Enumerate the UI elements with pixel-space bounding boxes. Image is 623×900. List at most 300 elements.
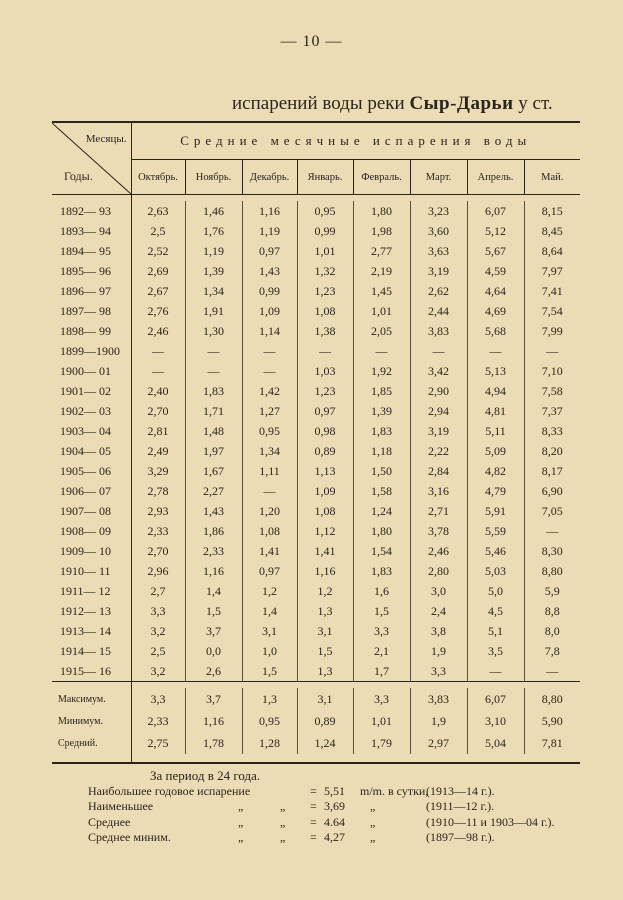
summary-eq: =: [310, 783, 317, 798]
value-cell: 8,80: [524, 688, 580, 710]
summary-unit: m/m. в сутки,: [360, 783, 429, 798]
value-cell: 3,2: [150, 623, 166, 638]
value-cell: 0,95: [242, 421, 297, 441]
value-cell: 1,54: [353, 541, 410, 561]
page-number: — 10 —: [280, 33, 343, 50]
value-cell: 1,14: [242, 321, 297, 341]
value-cell: 1,23: [297, 281, 353, 301]
value-cell: 2,80: [410, 561, 467, 581]
value-cell: 2,67: [147, 283, 169, 298]
table-row: [52, 601, 580, 621]
value-cell: 0,89: [297, 441, 353, 461]
value-cell: 1,58: [353, 481, 410, 501]
value-cell: —: [185, 341, 242, 361]
summary-range: (1913—14 г.).: [426, 783, 495, 798]
value-cell: 1,0: [242, 641, 297, 661]
year-cell: 1906— 07: [52, 481, 131, 501]
value-cell: 0,99: [297, 221, 353, 241]
year-cell: 1909— 10: [52, 541, 131, 561]
value-cell: 1,38: [297, 321, 353, 341]
value-cell: 2,77: [353, 241, 410, 261]
value-cell: 7,05: [524, 501, 580, 521]
value-cell: 2,62: [410, 281, 467, 301]
table-row: [52, 221, 580, 241]
table-row: [52, 261, 580, 281]
value-cell: 1,83: [353, 561, 410, 581]
value-cell: 1,34: [242, 441, 297, 461]
summary-value: 4,27: [324, 830, 345, 844]
value-cell: 7,81: [524, 732, 580, 754]
value-cell: 2,90: [410, 381, 467, 401]
summary-value: 3,69: [324, 799, 345, 813]
value-cell: 1,20: [242, 501, 297, 521]
value-cell: 2,70: [147, 543, 169, 558]
summary-row: [52, 732, 580, 754]
value-cell: 3,23: [410, 201, 467, 221]
value-cell: 3,1: [297, 621, 353, 641]
value-cell: 3,7: [185, 688, 242, 710]
value-cell: 3,83: [410, 321, 467, 341]
value-cell: 2,22: [410, 441, 467, 461]
value-cell: 1,97: [185, 441, 242, 461]
value-cell: 3,0: [410, 581, 467, 601]
value-cell: 0,97: [242, 241, 297, 261]
month-header-row: [52, 160, 580, 195]
value-cell: 1,76: [185, 221, 242, 241]
summary-line: [88, 784, 588, 800]
value-cell: 3,3: [353, 688, 410, 710]
value-cell: 1,45: [353, 281, 410, 301]
value-cell: 4,69: [467, 301, 524, 321]
summary-lines: [88, 784, 588, 846]
value-cell: 1,48: [185, 421, 242, 441]
value-cell: 8,64: [524, 241, 580, 261]
value-cell: 1,80: [353, 521, 410, 541]
value-cell: 2,97: [410, 732, 467, 754]
value-cell: 1,50: [353, 461, 410, 481]
table-row: [52, 541, 580, 561]
value-cell: 6,07: [467, 201, 524, 221]
value-cell: 1,09: [242, 301, 297, 321]
summary-label-cell: Средний.: [52, 732, 131, 754]
summary-range: (1897—98 г.).: [426, 830, 495, 844]
value-cell: —: [410, 341, 467, 361]
value-cell: 1,91: [185, 301, 242, 321]
page-title: [232, 93, 612, 115]
year-cell: 1913— 14: [52, 621, 131, 641]
value-cell: 3,1: [297, 688, 353, 710]
value-cell: 3,42: [410, 361, 467, 381]
spacer-cell: [52, 754, 131, 762]
value-cell: —: [242, 481, 297, 501]
value-cell: 7,58: [524, 381, 580, 401]
value-cell: 2,78: [147, 483, 169, 498]
value-cell: 1,83: [353, 421, 410, 441]
table-row: [52, 301, 580, 321]
value-cell: 1,19: [242, 221, 297, 241]
value-cell: 2,46: [147, 323, 169, 338]
value-cell: 1,27: [242, 401, 297, 421]
month-header: Январь.: [297, 160, 353, 195]
value-cell: 2,33: [147, 523, 169, 538]
value-cell: 2,71: [410, 501, 467, 521]
value-cell: —: [524, 661, 580, 682]
value-cell: 2,19: [353, 261, 410, 281]
value-cell: 5,46: [467, 541, 524, 561]
year-cell: 1900— 01: [52, 361, 131, 381]
value-cell: 2,93: [147, 503, 169, 518]
year-cell: 1912— 13: [52, 601, 131, 621]
value-cell: 1,9: [410, 641, 467, 661]
value-cell: 5,9: [524, 581, 580, 601]
value-cell: 1,24: [297, 732, 353, 754]
table-row: [52, 481, 580, 501]
table-row: [52, 561, 580, 581]
table-row: [52, 641, 580, 661]
month-header: Март.: [410, 160, 467, 195]
value-cell: 2,69: [147, 263, 169, 278]
summary-eq: =: [310, 814, 317, 829]
value-cell: 3,1: [242, 621, 297, 641]
value-cell: 3,29: [147, 463, 169, 478]
value-cell: 2,4: [410, 601, 467, 621]
summary-label: Среднее: [88, 814, 131, 829]
value-cell: 0,98: [297, 421, 353, 441]
table-row: [52, 201, 580, 221]
value-cell: 5,67: [467, 241, 524, 261]
summary-label-cell: Максимум.: [52, 688, 131, 710]
value-cell: 3,63: [410, 241, 467, 261]
value-cell: 2,5: [150, 643, 166, 658]
value-cell: 3,19: [410, 421, 467, 441]
year-cell: 1896— 97: [52, 281, 131, 301]
month-header: Февраль.: [353, 160, 410, 195]
value-cell: 1,85: [353, 381, 410, 401]
value-cell: 2,49: [147, 443, 169, 458]
value-cell: 8,15: [524, 201, 580, 221]
value-cell: 1,18: [353, 441, 410, 461]
summary-block: [88, 768, 588, 846]
value-cell: 1,2: [297, 581, 353, 601]
title-suffix: у ст.: [518, 93, 553, 114]
value-cell: 5,11: [467, 421, 524, 441]
value-cell: —: [467, 341, 524, 361]
value-cell: 3,10: [467, 710, 524, 732]
value-cell: 1,03: [297, 361, 353, 381]
value-cell: 2,75: [147, 735, 169, 750]
summary-value: 4.64: [324, 814, 345, 829]
value-cell: 6,07: [467, 688, 524, 710]
value-cell: 1,28: [242, 732, 297, 754]
value-cell: 1,80: [353, 201, 410, 221]
value-cell: 1,43: [242, 261, 297, 281]
value-cell: 1,5: [297, 641, 353, 661]
year-cell: 1899—1900: [52, 341, 131, 361]
value-cell: —: [152, 363, 164, 378]
month-header: Октябрь.: [131, 160, 185, 195]
value-cell: 1,98: [353, 221, 410, 241]
value-cell: 3,3: [150, 603, 166, 618]
value-cell: 5,91: [467, 501, 524, 521]
value-cell: 1,67: [185, 461, 242, 481]
value-cell: 7,37: [524, 401, 580, 421]
value-cell: 3,60: [410, 221, 467, 241]
value-cell: 1,42: [242, 381, 297, 401]
value-cell: 7,41: [524, 281, 580, 301]
value-cell: 3,78: [410, 521, 467, 541]
month-header: Апрель.: [467, 160, 524, 195]
value-cell: 3,83: [410, 688, 467, 710]
value-cell: 8,0: [524, 621, 580, 641]
value-cell: 1,16: [185, 710, 242, 732]
year-cell: 1898— 99: [52, 321, 131, 341]
value-cell: 8,30: [524, 541, 580, 561]
value-cell: 1,78: [185, 732, 242, 754]
value-cell: 1,08: [297, 501, 353, 521]
value-cell: 3,3: [150, 691, 166, 706]
value-cell: 3,16: [410, 481, 467, 501]
value-cell: 1,01: [353, 710, 410, 732]
value-cell: 2,63: [147, 203, 169, 218]
year-cell: 1894— 95: [52, 241, 131, 261]
value-cell: 1,41: [297, 541, 353, 561]
value-cell: 1,16: [297, 561, 353, 581]
value-cell: 8,8: [524, 601, 580, 621]
summary-range: (1910—11 и 1903—04 г.).: [426, 814, 555, 829]
value-cell: —: [297, 341, 353, 361]
value-cell: 1,2: [242, 581, 297, 601]
summary-label: Наибольшее годовое испарение: [88, 783, 251, 798]
year-cell: 1908— 09: [52, 521, 131, 541]
table-row: [52, 361, 580, 381]
value-cell: —: [467, 661, 524, 682]
value-cell: 2,33: [185, 541, 242, 561]
value-cell: 1,32: [297, 261, 353, 281]
value-cell: 3,3: [353, 621, 410, 641]
table-row: [52, 441, 580, 461]
table-row: [52, 401, 580, 421]
value-cell: 1,3: [297, 601, 353, 621]
table-row: [52, 621, 580, 641]
value-cell: 7,8: [524, 641, 580, 661]
value-cell: 7,10: [524, 361, 580, 381]
value-cell: 2,81: [147, 423, 169, 438]
summary-eq: =: [310, 830, 317, 844]
summary-q2: „: [280, 799, 286, 813]
month-header: Ноябрь.: [185, 160, 242, 195]
table-row: [52, 581, 580, 601]
value-cell: 1,08: [242, 521, 297, 541]
value-cell: —: [152, 343, 164, 358]
title-river: Сыр-Дарьи: [409, 93, 514, 114]
value-cell: 1,46: [185, 201, 242, 221]
value-cell: 1,43: [185, 501, 242, 521]
value-cell: —: [353, 341, 410, 361]
value-cell: 1,7: [353, 661, 410, 682]
summary-period: За период в 24 года.: [150, 768, 261, 783]
value-cell: 0,95: [242, 710, 297, 732]
summary-label-cell: Минимум.: [52, 710, 131, 732]
value-cell: —: [185, 361, 242, 381]
value-cell: 1,39: [353, 401, 410, 421]
value-cell: 2,27: [185, 481, 242, 501]
table-row: [52, 421, 580, 441]
value-cell: 0,99: [242, 281, 297, 301]
summary-label: Среднее миним.: [88, 830, 171, 844]
summary-label: Наименьшее: [88, 799, 154, 813]
table-body: [52, 195, 580, 763]
value-cell: 0,0: [185, 641, 242, 661]
value-cell: 2,46: [410, 541, 467, 561]
year-cell: 1895— 96: [52, 261, 131, 281]
value-cell: 1,01: [353, 301, 410, 321]
summary-q2: „: [280, 814, 286, 829]
value-cell: 2,76: [147, 303, 169, 318]
spacer-cell: [131, 754, 580, 762]
value-cell: 1,30: [185, 321, 242, 341]
value-cell: 1,5: [242, 661, 297, 682]
value-cell: 5,90: [524, 710, 580, 732]
table-row: [52, 341, 580, 361]
value-cell: 5,1: [467, 621, 524, 641]
value-cell: 1,16: [242, 201, 297, 221]
year-cell: 1905— 06: [52, 461, 131, 481]
table-row: [52, 381, 580, 401]
value-cell: 2,33: [147, 713, 169, 728]
value-cell: 1,5: [353, 601, 410, 621]
value-cell: —: [524, 341, 580, 361]
value-cell: 2,94: [410, 401, 467, 421]
value-cell: 0,97: [297, 401, 353, 421]
value-cell: 8,45: [524, 221, 580, 241]
summary-value: 5,51: [324, 783, 345, 798]
value-cell: 8,17: [524, 461, 580, 481]
value-cell: 3,5: [467, 641, 524, 661]
value-cell: 2,70: [147, 403, 169, 418]
value-cell: 4,64: [467, 281, 524, 301]
value-cell: 7,54: [524, 301, 580, 321]
year-cell: 1910— 11: [52, 561, 131, 581]
value-cell: 1,01: [297, 241, 353, 261]
value-cell: 1,39: [185, 261, 242, 281]
value-cell: 5,12: [467, 221, 524, 241]
value-cell: 1,4: [185, 581, 242, 601]
value-cell: 3,19: [410, 261, 467, 281]
value-cell: 0,95: [297, 201, 353, 221]
value-cell: 8,33: [524, 421, 580, 441]
value-cell: 1,12: [297, 521, 353, 541]
summary-line: [88, 830, 588, 846]
year-cell: 1897— 98: [52, 301, 131, 321]
value-cell: 4,94: [467, 381, 524, 401]
table-row: [52, 321, 580, 341]
value-cell: 1,9: [410, 710, 467, 732]
table-row: [52, 281, 580, 301]
value-cell: 1,19: [185, 241, 242, 261]
summary-q3: „: [370, 814, 376, 829]
value-cell: 1,6: [353, 581, 410, 601]
value-cell: —: [242, 341, 297, 361]
value-cell: 2,44: [410, 301, 467, 321]
value-cell: 0,97: [242, 561, 297, 581]
year-cell: 1915— 16: [52, 661, 131, 682]
year-cell: 1904— 05: [52, 441, 131, 461]
table-spacer-row: [52, 754, 580, 762]
value-cell: 3,2: [150, 663, 166, 678]
summary-line: [88, 799, 588, 815]
value-cell: 6,90: [524, 481, 580, 501]
value-cell: 5,04: [467, 732, 524, 754]
table-corner-header: [52, 123, 131, 195]
value-cell: 3,8: [410, 621, 467, 641]
summary-q3: „: [370, 799, 376, 813]
value-cell: 1,11: [242, 461, 297, 481]
value-cell: 1,86: [185, 521, 242, 541]
summary-row: [52, 688, 580, 710]
year-cell: 1892— 93: [52, 201, 131, 221]
year-cell: 1914— 15: [52, 641, 131, 661]
value-cell: 3,3: [410, 661, 467, 682]
evaporation-table-grid: [52, 123, 580, 762]
value-cell: 5,0: [467, 581, 524, 601]
value-cell: 3,7: [185, 621, 242, 641]
value-cell: 1,83: [185, 381, 242, 401]
month-header: Май.: [524, 160, 580, 195]
value-cell: 1,92: [353, 361, 410, 381]
summary-eq: =: [310, 799, 317, 813]
value-cell: 5,09: [467, 441, 524, 461]
value-cell: 5,68: [467, 321, 524, 341]
value-cell: 7,97: [524, 261, 580, 281]
value-cell: 2,40: [147, 383, 169, 398]
value-cell: 2,84: [410, 461, 467, 481]
value-cell: 2,52: [147, 243, 169, 258]
value-cell: 1,34: [185, 281, 242, 301]
value-cell: 4,79: [467, 481, 524, 501]
value-cell: 7,99: [524, 321, 580, 341]
table-row: [52, 461, 580, 481]
value-cell: 2,1: [353, 641, 410, 661]
value-cell: 4,59: [467, 261, 524, 281]
value-cell: 4,81: [467, 401, 524, 421]
value-cell: 1,16: [185, 561, 242, 581]
corner-label-years: Годы.: [64, 169, 93, 183]
group-header: Средние месячные испарения воды: [131, 123, 580, 160]
year-cell: 1893— 94: [52, 221, 131, 241]
value-cell: 2,96: [147, 563, 169, 578]
value-cell: 1,79: [353, 732, 410, 754]
value-cell: 1,09: [297, 481, 353, 501]
value-cell: 4,5: [467, 601, 524, 621]
summary-q1: „: [238, 830, 244, 844]
summary-q3: „: [370, 830, 376, 844]
year-cell: 1901— 02: [52, 381, 131, 401]
value-cell: 0,89: [297, 710, 353, 732]
value-cell: 5,03: [467, 561, 524, 581]
value-cell: 1,24: [353, 501, 410, 521]
value-cell: 8,20: [524, 441, 580, 461]
value-cell: 2,5: [150, 223, 166, 238]
value-cell: 1,08: [297, 301, 353, 321]
title-prefix: испарений воды реки: [232, 93, 405, 114]
value-cell: —: [524, 521, 580, 541]
value-cell: 2,05: [353, 321, 410, 341]
value-cell: 1,3: [297, 661, 353, 682]
value-cell: 1,5: [185, 601, 242, 621]
year-cell: 1903— 04: [52, 421, 131, 441]
value-cell: 8,80: [524, 561, 580, 581]
year-cell: 1911— 12: [52, 581, 131, 601]
